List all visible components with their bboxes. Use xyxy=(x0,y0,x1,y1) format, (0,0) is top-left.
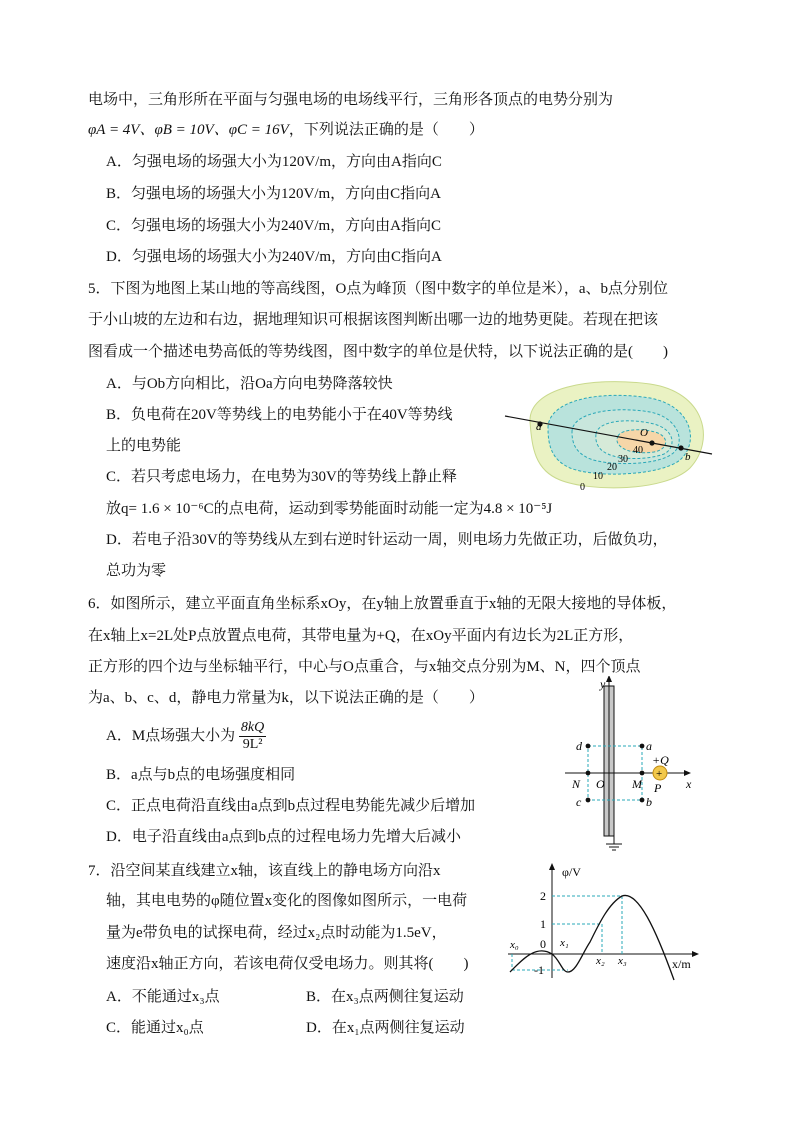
label-m: M xyxy=(632,777,642,791)
q4-option-a: A．匀强电场的场强大小为120V/m，方向由A指向C xyxy=(106,154,442,170)
q6-stem-line3: 正方形的四个边与坐标轴平行，中心与O点重合，与x轴交点分别为M、N，四个顶点 xyxy=(88,659,641,675)
q7-option-d: D．在x₁点两侧往复运动 xyxy=(306,1020,465,1036)
label-10: 10 xyxy=(593,471,603,482)
label-x-axis7: x/m xyxy=(672,957,691,971)
q4-stem-line1: 电场中，三角形所在平面与匀强电场的电场线平行，三角形各顶点的电势分别为 xyxy=(88,92,614,108)
label-40: 40 xyxy=(633,445,643,456)
point-m xyxy=(640,771,645,776)
q7-option-a: A．不能通过x₃点 xyxy=(106,989,220,1005)
label-a: a xyxy=(536,421,542,433)
q4-option-d: D．匀强电场的场强大小为240V/m，方向由C指向A xyxy=(106,249,442,265)
q5-contour-figure xyxy=(500,370,716,498)
label-x1: x₁ xyxy=(560,937,569,949)
q4-option-b: B．匀强电场的场强大小为120V/m，方向由C指向A xyxy=(106,186,442,202)
q7-stem-line3: 量为e带负电的试探电荷，经过x₂点时动能为1.5eV， xyxy=(106,925,447,941)
point-b6 xyxy=(640,798,645,803)
q6-coordinate-figure xyxy=(560,676,700,856)
q6-option-b: B．a点与b点的电场强度相同 xyxy=(106,767,296,783)
label-x0: x₀ xyxy=(510,939,519,951)
q5-option-d-cont: 总功为零 xyxy=(106,563,167,579)
q5-option-d: D．若电子沿30V的等势线从左到右逆时针运动一周，则电场力先做正功，后做负功， xyxy=(106,532,668,548)
label-n: N xyxy=(572,777,581,791)
q4-option-c: C．匀强电场的场强大小为240V/m，方向由A指向C xyxy=(106,218,442,234)
q6-option-a-fraction xyxy=(239,720,266,753)
q7-option-b: B．在x₃点两侧往复运动 xyxy=(306,989,464,1005)
label-0: 0 xyxy=(580,482,585,493)
point-n xyxy=(586,771,591,776)
q6-stem-line1: 6．如图所示，建立平面直角坐标系xOy，在y轴上放置垂直于x轴的无限大接地的导体板， xyxy=(88,596,677,612)
q7-potential-graph xyxy=(498,860,704,990)
tick-minus1: -1 xyxy=(534,963,544,977)
q4-potentials: φA = 4V、φB = 10V、φC = 16V xyxy=(88,122,289,138)
label-30: 30 xyxy=(618,454,628,465)
q5-option-b: B．负电荷在20V等势线上的电势能小于在40V等势线 xyxy=(106,407,453,423)
tick-2: 2 xyxy=(540,889,546,903)
point-d6 xyxy=(586,744,591,749)
q5-option-c: C．若只考虑电场力，在电势为30V的等势线上静止释 xyxy=(106,469,457,485)
q6-stem-line4: 为a、b、c、d，静电力常量为k，以下说法正确的是（ ） xyxy=(88,690,484,706)
label-x: x xyxy=(686,777,692,791)
label-d6: d xyxy=(576,739,582,753)
q5-stem-line2: 于小山坡的左边和右边，据地理知识可根据该图判断出哪一边的地势更陡。若现在把该 xyxy=(88,312,659,328)
label-charge: +Q xyxy=(652,753,669,767)
q7-stem-line2: 轴，其电电势的φ随位置x变化的图像如图所示，一电荷 xyxy=(106,893,468,909)
label-x3: x₃ xyxy=(618,955,627,967)
q6-option-a-prefix: A．M点场强大小为 xyxy=(106,728,236,744)
q6-option-c: C．正点电荷沿直线由a点到b点过程电势能先减少后增加 xyxy=(106,798,476,814)
label-c6: c xyxy=(576,795,582,809)
q5-option-b-cont: 上的电势能 xyxy=(106,438,182,454)
q5-option-c-cont: 放q= 1.6 × 10⁻⁶C的点电荷，运动到零势能面时动能一定为4.8 × 10⁻⁵J xyxy=(106,501,553,517)
point-a6 xyxy=(640,744,645,749)
point-b xyxy=(678,445,683,450)
fraction-denominator: 9L² xyxy=(242,737,263,753)
q5-stem-line3: 图看成一个描述电势高低的等势线图，图中数字的单位是伏特，以下说法正确的是( ) xyxy=(88,344,668,360)
q7-stem-line4: 速度沿x轴正方向，若该电荷仅受电场力。则其将( ) xyxy=(106,956,469,972)
charge-plus-sign: + xyxy=(656,768,663,780)
label-p: P xyxy=(654,781,662,795)
tick-1: 1 xyxy=(540,917,546,931)
label-b6: b xyxy=(646,795,652,809)
point-c6 xyxy=(586,798,591,803)
fraction-numerator: 8kQ xyxy=(240,720,265,736)
q4-stem-tail: ，下列说法正确的是（ ） xyxy=(288,122,484,138)
q6-stem-line2: 在x轴上x=2L处P点放置点电荷，其带电量为+Q，在xOy平面内有边长为2L正方形， xyxy=(88,628,634,644)
q4-stem-line2 xyxy=(88,119,484,141)
label-o: O xyxy=(640,427,648,439)
label-x2: x₂ xyxy=(596,955,605,967)
label-o6: O xyxy=(596,777,605,791)
q5-option-a: A．与Ob方向相比，沿Oa方向电势降落较快 xyxy=(106,376,393,392)
label-phi-axis: φ/V xyxy=(562,865,581,879)
label-b: b xyxy=(685,451,691,463)
point-o xyxy=(649,440,654,445)
label-a6: a xyxy=(646,739,652,753)
q6-option-d: D．电子沿直线由a点到b点的过程电场力先增大后减小 xyxy=(106,829,461,845)
q6-option-a xyxy=(106,716,266,756)
q7-stem-line1: 7．沿空间某直线建立x轴，该直线上的静电场方向沿x xyxy=(88,863,441,879)
q7-option-c: C．能通过x₀点 xyxy=(106,1020,204,1036)
tick-origin: 0 xyxy=(540,937,546,951)
label-y: y xyxy=(600,677,606,691)
q5-stem-line1: 5．下图为地图上某山地的等高线图，O点为峰顶（图中数字的单位是米），a、b点分别位 xyxy=(88,281,668,297)
label-20: 20 xyxy=(607,462,617,473)
